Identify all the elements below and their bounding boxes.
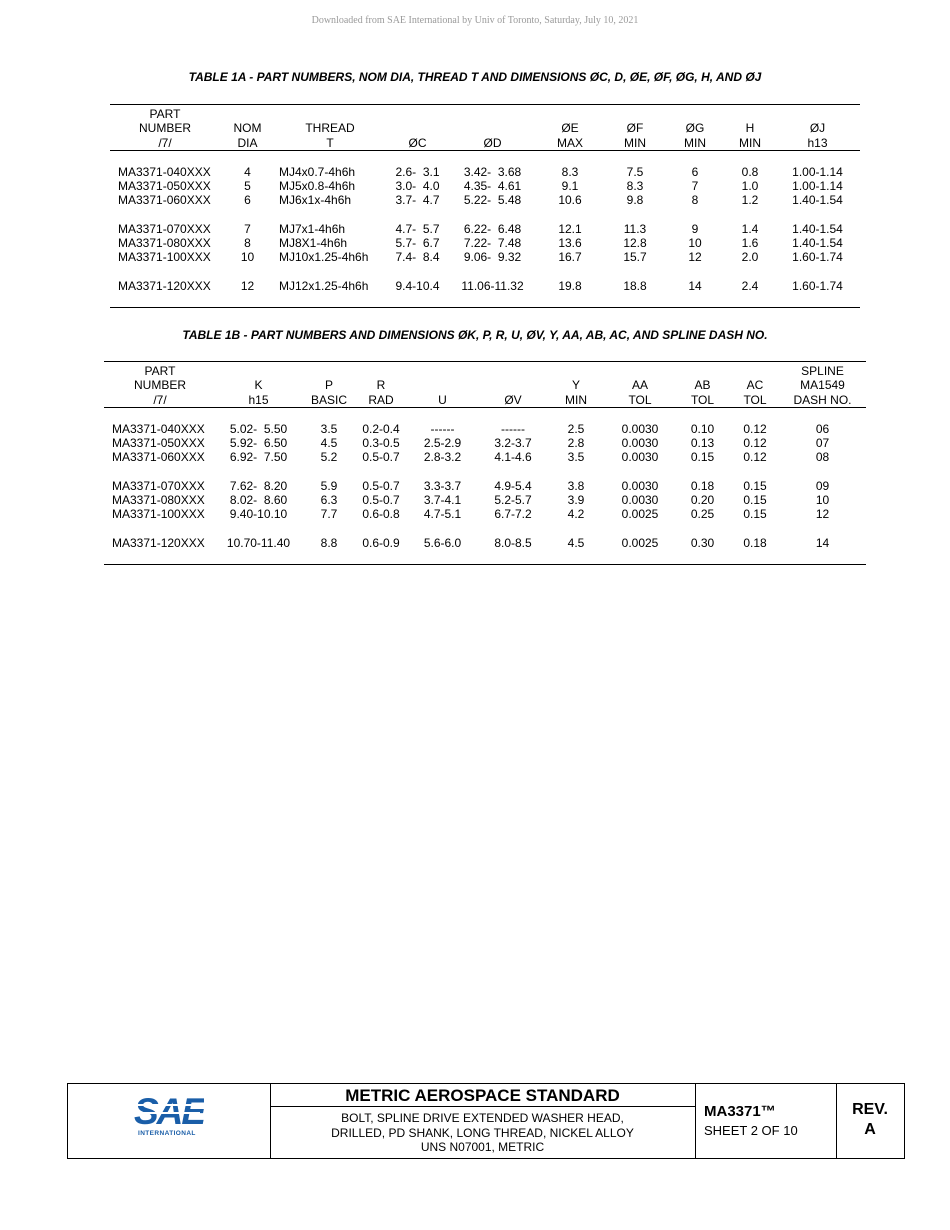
column-header: PART (110, 105, 220, 122)
table-cell: 6 (244, 193, 251, 208)
table-cell: 10 (688, 236, 702, 251)
table-cell: 8 (244, 236, 251, 251)
table-cell: 9.4-10.4 (395, 278, 440, 293)
table-cell: 1.00-1.14 (792, 179, 843, 194)
title-cell (270, 1084, 696, 1158)
table-cell: 5.7- 6.7 (395, 236, 440, 251)
table-row (110, 236, 860, 250)
column-header: NUMBER (138, 121, 191, 136)
table-cell: MJ10x1.25-4h6h (279, 250, 369, 265)
table-cell: 3.2-3.7 (494, 436, 532, 451)
column-header (220, 105, 275, 122)
column-header: TOL (606, 393, 674, 408)
table-cell: 1.2 (741, 193, 759, 208)
table-cell: 12 (688, 250, 702, 265)
table-cell: 5.02- 5.50 (229, 421, 288, 436)
description-line: DRILLED, PD SHANK, LONG THREAD, NICKEL ALLOY (331, 1125, 634, 1140)
column-header: PART (104, 362, 216, 379)
logo-text: SAE (134, 1093, 204, 1129)
table-cell: 13.6 (558, 236, 582, 251)
spacer-row (104, 465, 866, 479)
table-cell: ------ (430, 421, 455, 436)
column-header (535, 105, 605, 122)
column-header: R (376, 378, 386, 393)
table-cell: 10.6 (558, 193, 582, 208)
header-row (104, 393, 866, 408)
table-cell: 1.40-1.54 (792, 236, 843, 251)
column-header: TOL (674, 393, 731, 408)
table-cell: 2.8-3.2 (423, 450, 462, 465)
table-cell: 1.6 (741, 236, 759, 251)
column-header (385, 105, 450, 122)
column-header: MA1549 (800, 378, 845, 393)
revision-value: A (864, 1121, 876, 1138)
table-cell: MA3371-040XXX (118, 164, 211, 179)
table-cell: 4.9-5.4 (494, 478, 532, 493)
column-header: /7/ (104, 393, 216, 408)
table-row (110, 222, 860, 236)
table-1b-title: TABLE 1B - PART NUMBERS AND DIMENSIONS ØK, P, R, U, ØV, Y, AA, AB, AC, AND SPLINE DASH NO. (182, 328, 768, 342)
column-header: ØV (480, 393, 546, 408)
table-cell: 0.0030 (621, 493, 659, 508)
table-cell: 3.5 (567, 450, 585, 465)
table-cell: 9.8 (626, 193, 644, 208)
table-cell: MA3371-060XXX (118, 193, 211, 208)
column-header (357, 362, 405, 379)
table-cell: 0.6-0.9 (362, 535, 400, 550)
table-cell: 19.8 (558, 278, 582, 293)
table-cell: 7 (691, 179, 699, 194)
table-cell: MJ8X1-4h6h (279, 236, 348, 251)
table-cell: 12 (815, 507, 830, 522)
table-cell: 0.0030 (621, 478, 659, 493)
table-cell: 2.0 (741, 250, 759, 265)
column-header: ØG (685, 121, 705, 136)
column-header: h13 (775, 136, 860, 151)
table-cell: 14 (688, 278, 702, 293)
column-header (480, 362, 546, 379)
column-header: ØC (385, 136, 450, 151)
column-header: NUMBER (133, 378, 186, 393)
table-cell: 12 (240, 278, 255, 293)
table-cell: MA3371-050XXX (112, 436, 205, 451)
table-cell: 0.15 (690, 450, 715, 465)
part-description (270, 1107, 695, 1155)
table-cell: 1.40-1.54 (792, 221, 843, 236)
table-cell: 0.0030 (621, 450, 659, 465)
table-cell: 4.7-5.1 (423, 507, 462, 522)
table-cell: 4 (244, 164, 251, 179)
table-cell: 3.5 (320, 421, 338, 436)
table-cell: MA3371-040XXX (112, 421, 205, 436)
column-header: TOL (731, 393, 779, 408)
spacer-row (104, 407, 866, 422)
table-cell: 12.8 (623, 236, 647, 251)
table-cell: 2.5 (567, 421, 585, 436)
table-cell: 2.5-2.9 (423, 436, 462, 451)
column-header (450, 105, 535, 122)
table-cell: 0.18 (690, 478, 715, 493)
sheet-number: SHEET 2 OF 10 (704, 1123, 798, 1138)
table-1a (110, 104, 860, 308)
column-header: DIA (220, 136, 275, 151)
table-cell: 5.6-6.0 (423, 535, 462, 550)
table-cell: 5.22- 5.48 (463, 193, 522, 208)
column-header: Y (571, 378, 580, 393)
table-1b (104, 361, 866, 565)
column-header: MIN (665, 136, 725, 151)
table-cell: 8 (691, 193, 699, 208)
table-cell: 5.92- 6.50 (229, 436, 288, 451)
column-header: K (254, 378, 263, 393)
table-cell: 5.9 (320, 478, 338, 493)
table-cell: 5.2 (320, 450, 338, 465)
logo-subtext: INTERNATIONAL (138, 1130, 196, 1137)
column-header (605, 105, 665, 122)
table-cell: 3.7- 4.7 (395, 193, 440, 208)
table-cell: 9 (691, 221, 699, 236)
table-cell: 11.06-11.32 (461, 278, 524, 293)
document-cell (695, 1084, 837, 1158)
table-cell: 0.5-0.7 (362, 450, 400, 465)
header-row (110, 105, 860, 122)
table-cell: 0.12 (743, 450, 767, 465)
header-row (104, 362, 866, 379)
column-header: ØD (450, 136, 535, 151)
table-cell: 18.8 (623, 278, 647, 293)
table-cell: 6.22- 6.48 (463, 221, 522, 236)
column-header (405, 378, 480, 392)
column-header: MAX (535, 136, 605, 151)
column-header: NOM (233, 121, 262, 136)
column-header: AA (631, 378, 648, 393)
table-cell: 1.40-1.54 (792, 193, 843, 208)
table-cell: MA3371-060XXX (112, 450, 205, 465)
column-header: MIN (546, 393, 606, 408)
table-cell: MJ6x1x-4h6h (279, 193, 352, 208)
column-header: T (275, 136, 385, 151)
column-header: DASH NO. (779, 393, 866, 408)
table-cell: 11.3 (623, 221, 647, 236)
column-header (275, 105, 385, 122)
table-row (110, 165, 860, 179)
table-cell: 6 (691, 164, 699, 179)
table-cell: 7.22- 7.48 (463, 236, 522, 251)
header-row (104, 378, 866, 392)
table-1a-title: TABLE 1A - PART NUMBERS, NOM DIA, THREAD T AND DIMENSIONS ØC, D, ØE, ØF, ØG, H, AND ØJ (188, 70, 762, 84)
table-cell: 8.3 (626, 179, 644, 194)
column-header (606, 362, 674, 379)
table-row (110, 179, 860, 193)
table-cell: 7.4- 8.4 (395, 250, 440, 265)
table-cell: 3.8 (567, 478, 585, 493)
column-header (674, 362, 731, 379)
table-cell: 6.7-7.2 (494, 507, 532, 522)
column-header (665, 105, 725, 122)
table-cell: 4.1-4.6 (494, 450, 532, 465)
table-cell: 2.8 (567, 436, 585, 451)
column-header: U (405, 393, 480, 408)
sae-logo-icon (134, 1093, 204, 1129)
table-cell: 0.2-0.4 (362, 421, 400, 436)
table-cell: 2.4 (741, 278, 759, 293)
column-header: AC (746, 378, 764, 393)
table-cell: 9.1 (561, 179, 579, 194)
column-header (216, 362, 301, 379)
column-header: AB (694, 378, 711, 393)
table-row (104, 479, 866, 493)
table-cell: 1.0 (741, 179, 759, 194)
standard-title: METRIC AEROSPACE STANDARD (270, 1084, 695, 1107)
column-header: BASIC (301, 393, 357, 408)
table-cell: 0.10 (690, 421, 715, 436)
table-cell: 3.0- 4.0 (395, 179, 440, 194)
table-cell: 0.0030 (621, 421, 659, 436)
table-cell: 4.7- 5.7 (395, 221, 440, 236)
table-cell: 5.2-5.7 (494, 493, 532, 508)
table-cell: 0.15 (743, 493, 767, 508)
table-row (104, 422, 866, 436)
download-watermark: Downloaded from SAE International by Univ of Toronto, Saturday, July 10, 2021 (311, 15, 639, 26)
table-cell: 0.0025 (621, 507, 659, 522)
table-row (104, 436, 866, 450)
table-cell: 0.20 (690, 493, 715, 508)
table-cell: 7 (244, 221, 251, 236)
table-cell: 9.06- 9.32 (463, 250, 522, 265)
table-cell: 14 (815, 535, 830, 550)
table-cell: 6.92- 7.50 (229, 450, 288, 465)
table-cell: 6.3 (320, 493, 338, 508)
table-cell: 10.70-11.40 (226, 535, 291, 550)
table-cell: 4.2 (567, 507, 585, 522)
table-cell: MJ4x0.7-4h6h (279, 164, 356, 179)
table-cell: MJ5x0.8-4h6h (279, 179, 356, 194)
table-cell: 7.7 (320, 507, 338, 522)
table-row (110, 279, 860, 293)
table-cell: MA3371-100XXX (112, 507, 205, 522)
table-cell: 0.0030 (621, 436, 659, 451)
header-row (110, 136, 860, 151)
table-cell: 0.18 (743, 535, 767, 550)
table-cell: MJ12x1.25-4h6h (279, 278, 369, 293)
table-cell: 0.12 (743, 421, 767, 436)
table-cell: 07 (815, 436, 830, 451)
table-cell: 16.7 (558, 250, 582, 265)
spacer-row (110, 293, 860, 308)
table-cell: MA3371-070XXX (118, 221, 211, 236)
description-line: UNS N07001, METRIC (420, 1140, 545, 1154)
table-cell: 0.0025 (621, 535, 659, 550)
table-cell: 1.60-1.74 (792, 250, 843, 265)
table-row (104, 493, 866, 507)
table-cell: MA3371-080XXX (112, 493, 205, 508)
description-line: BOLT, SPLINE DRIVE EXTENDED WASHER HEAD, (341, 1111, 624, 1125)
revision-label: REV. (852, 1101, 888, 1118)
title-block (67, 1083, 905, 1159)
table-cell: 1.4 (741, 221, 759, 236)
table-cell: 09 (815, 478, 830, 493)
table-cell: 8.8 (320, 535, 338, 550)
spacer-row (110, 208, 860, 222)
table-cell: 0.30 (690, 535, 715, 550)
table-cell: 4.5 (567, 535, 585, 550)
table-cell: 06 (815, 421, 830, 436)
column-header: MIN (605, 136, 665, 151)
table-cell: MA3371-100XXX (118, 250, 211, 265)
table-cell: 0.15 (743, 478, 767, 493)
table-cell: 0.12 (743, 436, 767, 451)
logo-cell (68, 1084, 271, 1158)
table-cell: 1.60-1.74 (792, 278, 843, 293)
spacer-row (110, 150, 860, 165)
header-row (110, 121, 860, 135)
table-cell: MA3371-120XXX (112, 535, 205, 550)
table-row (104, 507, 866, 521)
table-row (110, 250, 860, 264)
table-cell: 0.25 (690, 507, 715, 522)
table-cell: 0.3-0.5 (362, 436, 400, 451)
table-cell: 0.15 (743, 507, 767, 522)
table-row (104, 536, 866, 550)
table-cell: 08 (815, 450, 830, 465)
column-header (775, 105, 860, 122)
table-cell: 10 (815, 493, 830, 508)
table-cell: 0.13 (690, 436, 715, 451)
column-header: THREAD (305, 121, 355, 136)
column-header: SPLINE (779, 362, 866, 379)
table-cell: 15.7 (623, 250, 647, 265)
table-cell: 3.42- 3.68 (463, 164, 522, 179)
table-cell: 7.62- 8.20 (229, 478, 288, 493)
table-cell: 9.40-10.10 (229, 507, 288, 522)
table-cell: MA3371-050XXX (118, 179, 211, 194)
column-header: MIN (725, 136, 775, 151)
column-header (405, 362, 480, 379)
column-header (725, 105, 775, 122)
column-header (546, 362, 606, 379)
table-cell: 12.1 (558, 221, 582, 236)
column-header (731, 362, 779, 379)
column-header: ØF (626, 121, 644, 136)
spacer-row (104, 522, 866, 536)
column-header: h15 (216, 393, 301, 408)
table-cell: 0.8 (741, 164, 759, 179)
column-header: /7/ (110, 136, 220, 151)
column-header: RAD (357, 393, 405, 408)
table-cell: 3.3-3.7 (423, 478, 462, 493)
table-cell: 10 (240, 250, 255, 265)
spacer-row (104, 550, 866, 565)
table-cell: 8.0-8.5 (494, 535, 532, 550)
table-cell: 5 (244, 179, 251, 194)
table-row (104, 450, 866, 464)
table-cell: 3.7-4.1 (423, 493, 462, 508)
column-header (480, 378, 546, 392)
table-cell: ------ (501, 421, 525, 436)
table-cell: 8.02- 8.60 (229, 493, 288, 508)
column-header: ØJ (809, 121, 826, 136)
revision-cell (836, 1084, 904, 1158)
table-cell: 7.5 (626, 164, 644, 179)
column-header: P (324, 378, 333, 393)
table-cell: MA3371-070XXX (112, 478, 205, 493)
table-cell: 0.5-0.7 (362, 493, 400, 508)
table-cell: MA3371-080XXX (118, 236, 211, 251)
table-cell: 4.35- 4.61 (463, 179, 522, 194)
table-cell: 0.5-0.7 (362, 478, 400, 493)
column-header (301, 362, 357, 379)
table-cell: 3.9 (567, 493, 585, 508)
column-header (450, 121, 535, 135)
table-cell: 1.00-1.14 (792, 164, 843, 179)
table-cell: 0.6-0.8 (362, 507, 400, 522)
spacer-row (110, 265, 860, 279)
table-cell: 2.6- 3.1 (395, 164, 440, 179)
table-cell: 4.5 (320, 436, 338, 451)
column-header: H (745, 121, 755, 136)
table-cell: 8.3 (561, 164, 579, 179)
table-row (110, 193, 860, 207)
table-cell: MJ7x1-4h6h (279, 221, 346, 236)
column-header: ØE (561, 121, 579, 136)
table-cell: MA3371-120XXX (118, 278, 211, 293)
document-number: MA3371™ (704, 1103, 776, 1120)
column-header (385, 121, 450, 135)
